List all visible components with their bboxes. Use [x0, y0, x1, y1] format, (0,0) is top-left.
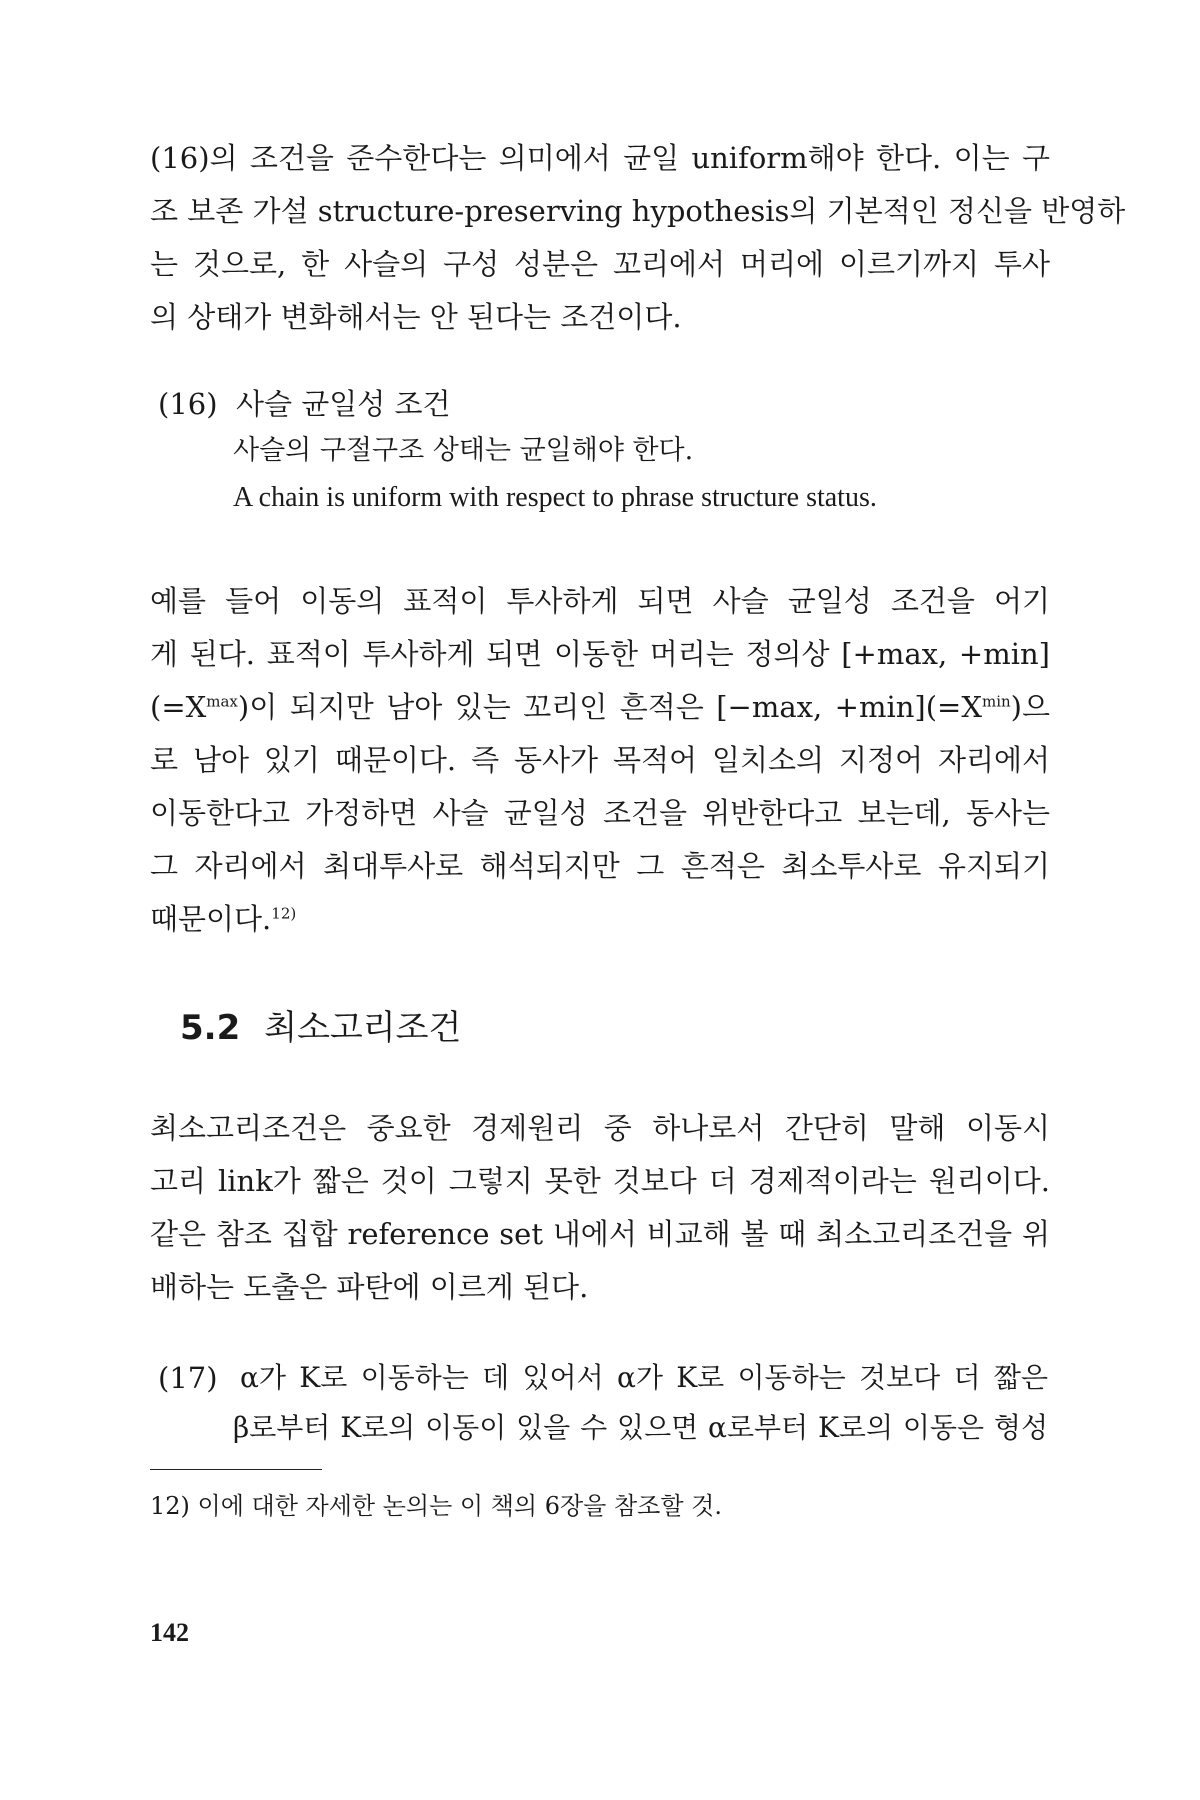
text-line: 이동한다고 가정하면 사슬 균일성 조건을 위반한다고 보는데, 동사는: [150, 796, 1050, 830]
text-line: 때문이다.$^{12)}$: [150, 902, 297, 936]
section-heading: [180, 1000, 461, 1049]
text-line: 배하는 도출은 파탄에 이르게 된다.: [150, 1270, 589, 1304]
example-16-title: 사슬 균일성 조건: [235, 387, 451, 421]
footnote-12: 12) 이에 대한 자세한 논의는 이 책의 6장을 참조할 것.: [150, 1492, 722, 1520]
footnote-reference[interactable]: 12): [271, 904, 297, 923]
text-line: (16)의 조건을 준수한다는 의미에서 균일 uniform해야 한다. 이는 구: [150, 141, 1050, 175]
superscript-min: min: [981, 692, 1011, 711]
footnote-divider: [150, 1469, 322, 1470]
text-line: 같은 참조 집합 reference set 내에서 비교해 볼 때 최소고리조건을 위: [150, 1217, 1050, 1251]
example-16-korean: 사슬의 구절구조 상태는 균일해야 한다.: [233, 435, 694, 466]
example-17-line-2: β로부터 K로의 이동이 있을 수 있으면 α로부터 K로의 이동은 형성: [233, 1411, 1048, 1444]
text-line: 조 보존 가설 structure-preserving hypothesis의 기본적인 정신을 반영하: [150, 194, 1126, 228]
text-line: 예를 들어 이동의 표적이 투사하게 되면 사슬 균일성 조건을 어기: [150, 584, 1050, 618]
page-number: 142: [150, 1618, 189, 1647]
section-title: 최소고리조건: [264, 1008, 462, 1048]
superscript-max: max: [206, 692, 238, 711]
paragraph-uniformity-intro: [150, 132, 1126, 344]
text-line: 그 자리에서 최대투사로 해석되지만 그 흔적은 최소투사로 유지되기: [150, 849, 1050, 883]
example-16-label: (16) 사슬 균일성 조건: [158, 387, 451, 421]
example-17-label: (17): [158, 1361, 218, 1395]
text-line: 고리 link가 짧은 것이 그렇지 못한 것보다 더 경제적이라는 원리이다.: [150, 1164, 1050, 1198]
section-number: 5.2: [180, 1008, 241, 1048]
text-line: 는 것으로, 한 사슬의 구성 성분은 꼬리에서 머리에 이르기까지 투사: [150, 247, 1050, 281]
paragraph-uniformity-violation: [150, 575, 1050, 946]
text-line: 게 된다. 표적이 투사하게 되면 이동한 머리는 정의상 [+max, +min]: [150, 637, 1050, 671]
text-line: 의 상태가 변화해서는 안 된다는 조건이다.: [150, 300, 682, 334]
text-line: $(=X^{max})$이 되지만 남아 있는 꼬리인 흔적은 [−max, $+\min](=X^{min})$으: [150, 690, 1050, 724]
paragraph-minimal-link: [150, 1102, 1050, 1314]
text-line: 로 남아 있기 때문이다. 즉 동사가 목적어 일치소의 지정어 자리에서: [150, 743, 1050, 777]
example-17-line-1: α가 K로 이동하는 데 있어서 α가 K로 이동하는 것보다 더 짧은: [240, 1361, 1048, 1394]
example-16-english: A chain is uniform with respect to phrase structure status.: [233, 482, 877, 513]
text-line: 최소고리조건은 중요한 경제원리 중 하나로서 간단히 말해 이동시: [150, 1111, 1050, 1145]
